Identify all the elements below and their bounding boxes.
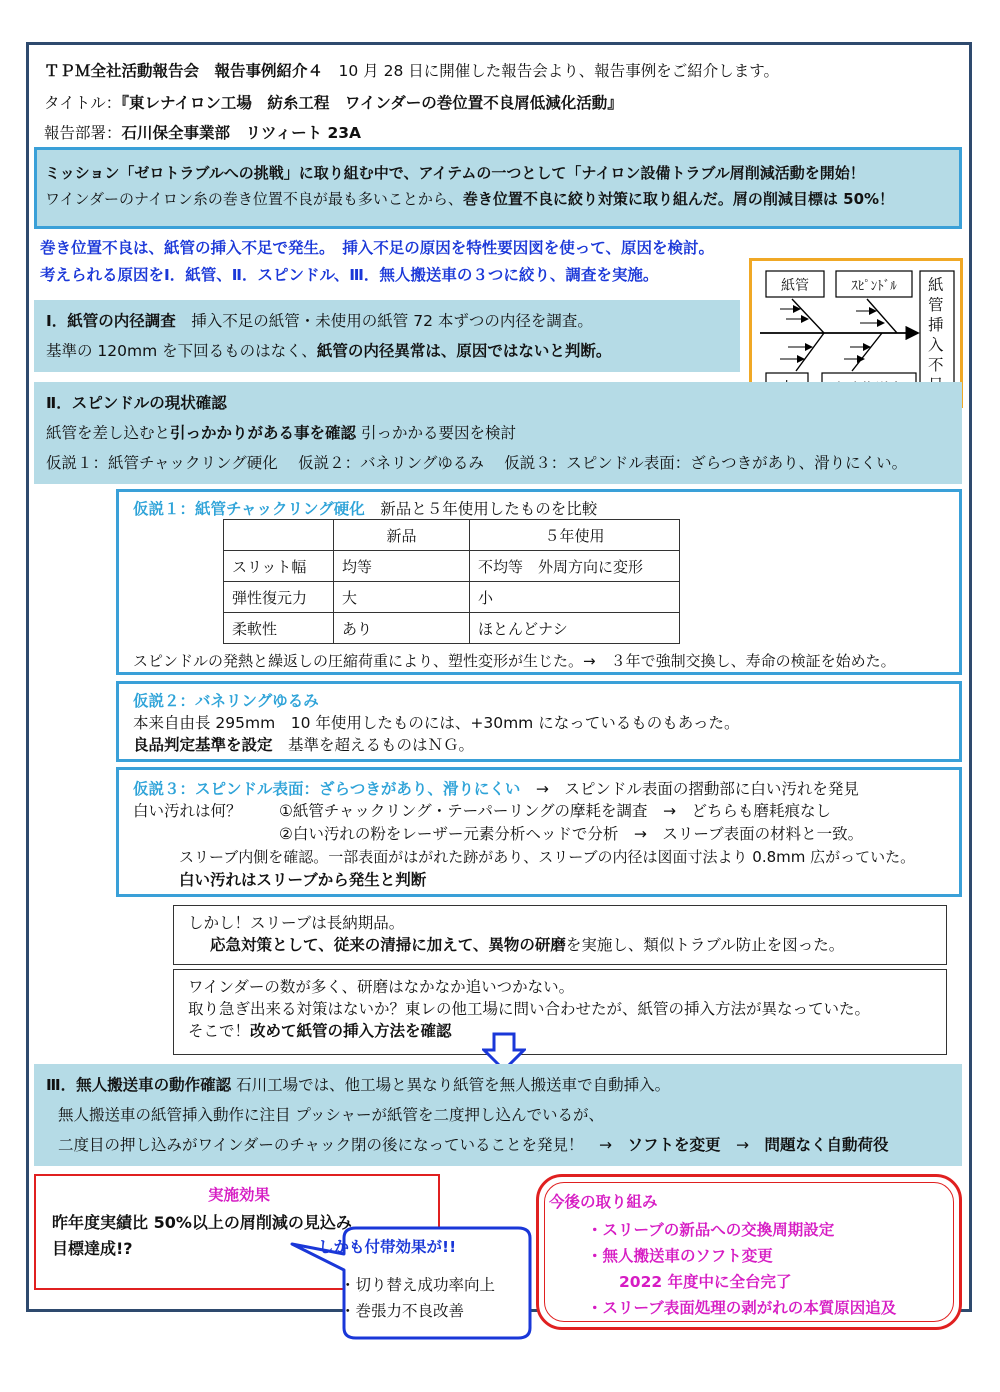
note-box-1 [173,905,947,965]
hypothesis-3-question: 白い汚れは何？ [133,802,242,820]
table-row [224,613,680,644]
section-1-box [34,300,740,372]
section-1-heading: Ⅰ．紙管の内径調査 挿入不足の紙管・未使用の紙管 72 本ずつの内径を調査。 [46,312,593,330]
hypothesis-3-item-1: ①紙管チャックリング・テーパーリングの摩耗を調査 → どちらも磨耗痕なし [279,802,832,820]
future-item-3: 2022 年度中に全台完了 [619,1273,792,1291]
section-3-heading: Ⅲ．無人搬送車の動作確認 石川工場では、他工場と異なり紙管を無人搬送車で自動挿入。 [46,1076,671,1094]
hypothesis-2-title: 仮説２：バネリングゆるみ [133,692,319,710]
table-cell: ほとんどナシ [470,613,680,644]
subject-line: タイトル：『東レナイロン工場 紡糸工程 ワインダーの巻位置不良屑低減化活動』 [44,94,623,112]
table-header-cell [224,520,334,551]
table-header-cell: ５年使用 [470,520,680,551]
table-cell: 不均等 外周方向に変形 [470,551,680,582]
hypothesis-1-title: 仮説１：紙管チャックリング硬化 新品と５年使用したものを比較 [133,500,598,518]
hypothesis-3-title: 仮説３：スピンドル表面：ざらつきがあり、滑りにくい → スピンドル表面の摺動部に白い汚れを発見 [133,780,859,798]
future-item-4: ・スリーブ表面処理の剥がれの本質原因追及 [587,1299,897,1317]
note-2-line-3: そこで！改めて紙管の挿入方法を確認 [188,1022,452,1040]
section-3-box [34,1064,962,1166]
future-item-2: ・無人搬送車のソフト変更 [587,1247,773,1265]
note-1-line-1: しかし！スリーブは長納期品。 [188,914,405,932]
bonus-item-2: ・巻張力不良改善 [340,1302,465,1320]
effect-line-2: 目標達成!? [52,1239,133,1258]
table-cell: あり [334,613,470,644]
hypothesis-2-line-1: 本来自由長 295mm 10 年使用したものには、+30mm になっているものもあった。 [133,714,740,732]
cause-line-2: 考えられる原因をⅠ．紙管、Ⅱ．スピンドル、Ⅲ．無人搬送車の３つに絞り、調査を実施。 [40,266,659,284]
section-1-line-2: 基準の 120mm を下回るものはなく、紙管の内径異常は、原因ではないと判断。 [46,342,612,360]
fishbone-bone [796,333,824,371]
fishbone-effect-label: 紙管挿入不 [928,276,944,374]
table-cell: 弾性復元力 [224,582,334,613]
cause-line-1: 巻き位置不良は、紙管の挿入不足で発生。 挿入不足の原因を特性要因図を使って、原因を検討。 [40,239,714,257]
fishbone-label-spindle: ｽﾋﾟﾝﾄﾞﾙ [851,279,897,294]
bonus-title: しかも付帯効果が!! [318,1238,457,1256]
section-3-line-2: 無人搬送車の紙管挿入動作に注目 プッシャーが紙管を二度押し込んでいるが、 [58,1106,605,1124]
table-cell: 均等 [334,551,470,582]
section-2-box [34,382,962,484]
department-line: 報告部署：石川保全事業部 リツィート 23A [44,124,362,142]
hypothesis-3-item-2: ②白い汚れの粉をレーザー元素分析ヘッドで分析 → スリーブ表面の材料と一致。 [279,825,864,843]
table-row [224,551,680,582]
future-box [536,1174,962,1330]
note-2-line-1: ワインダーの数が多く、研磨はなかなか追いつかない。 [188,978,575,996]
bonus-item-1: ・切り替え成功率向上 [340,1276,496,1294]
mission-line-1: ミッション「ゼロトラブルへの挑戦」に取り組む中で、アイテムの一つとして「ナイロン設備トラブル屑削減活動を開始！ [45,164,865,182]
section-2-line-1: 紙管を差し込むと引っかかりがある事を確認 引っかかる要因を検討 [46,424,516,442]
fishbone-bone [867,299,897,333]
section-3-line-3: 二度目の押し込みがワインダーのチャック閉の後になっていることを発見！ → ソフトを変更 → 問題なく自動荷役 [58,1136,889,1154]
hypothesis-1-box [116,489,962,675]
report-title: ＴＰＭ全社活動報告会 報告事例紹介４ 10 月 28 日に開催した報告会より、報告事例をご紹介します。 [44,62,780,80]
table-cell: 大 [334,582,470,613]
table-header-cell: 新品 [334,520,470,551]
hypothesis-1-conclusion: スピンドルの発熱と繰返しの圧縮荷重により、塑性変形が生じた。→ ３年で強制交換し、寿命の検証を始めた。 [133,652,896,670]
future-item-1: ・スリーブの新品への交換周期設定 [587,1221,835,1239]
hypothesis-2-line-2: 良品判定基準を設定 基準を超えるものはＮＧ。 [133,736,475,754]
note-1-line-2: 応急対策として、従来の清掃に加えて、異物の研磨を実施し、類似トラブル防止を図った。 [210,936,845,954]
mission-box [34,147,962,229]
hypothesis-3-line-4: スリーブ内側を確認。一部表面がはがれた跡があり、スリーブの内径は図面寸法より 0.8mm 広がっていた。 [179,848,916,866]
fishbone-label-paper-tube: 紙管 [781,278,809,294]
fishbone-bone [792,299,824,333]
note-box-2 [173,969,947,1055]
section-2-line-2: 仮説１：紙管チャックリング硬化 仮説２：バネリングゆるみ 仮説３：スピンドル表面：ざらつきがあり、滑りにくい。 [46,454,908,472]
table-row [224,582,680,613]
mission-line-2: ワインダーのナイロン糸の巻き位置不良が最も多いことから、巻き位置不良に絞り対策に取り組んだ。屑の削減目標は 50%！ [45,190,895,208]
table-cell: 小 [470,582,680,613]
future-title: 今後の取り組み [549,1193,658,1211]
section-2-heading: Ⅱ．スピンドルの現状確認 [46,394,227,412]
effect-line-1: 昨年度実績比 50%以上の屑削減の見込み [52,1213,352,1232]
hypothesis-3-conclusion: 白い汚れはスリーブから発生と判断 [179,871,427,889]
note-2-line-2: 取り急ぎ出来る対策はないか？東レの他工場に問い合わせたが、紙管の挿入方法が異なっていた。 [188,1000,871,1018]
effect-title: 実施効果 [207,1186,270,1204]
fishbone-bone [852,333,882,371]
table-cell: スリット幅 [224,551,334,582]
hypothesis-2-box [116,681,962,762]
hypothesis-3-box [116,767,962,897]
table-cell: 柔軟性 [224,613,334,644]
hypothesis-1-table [223,519,680,644]
